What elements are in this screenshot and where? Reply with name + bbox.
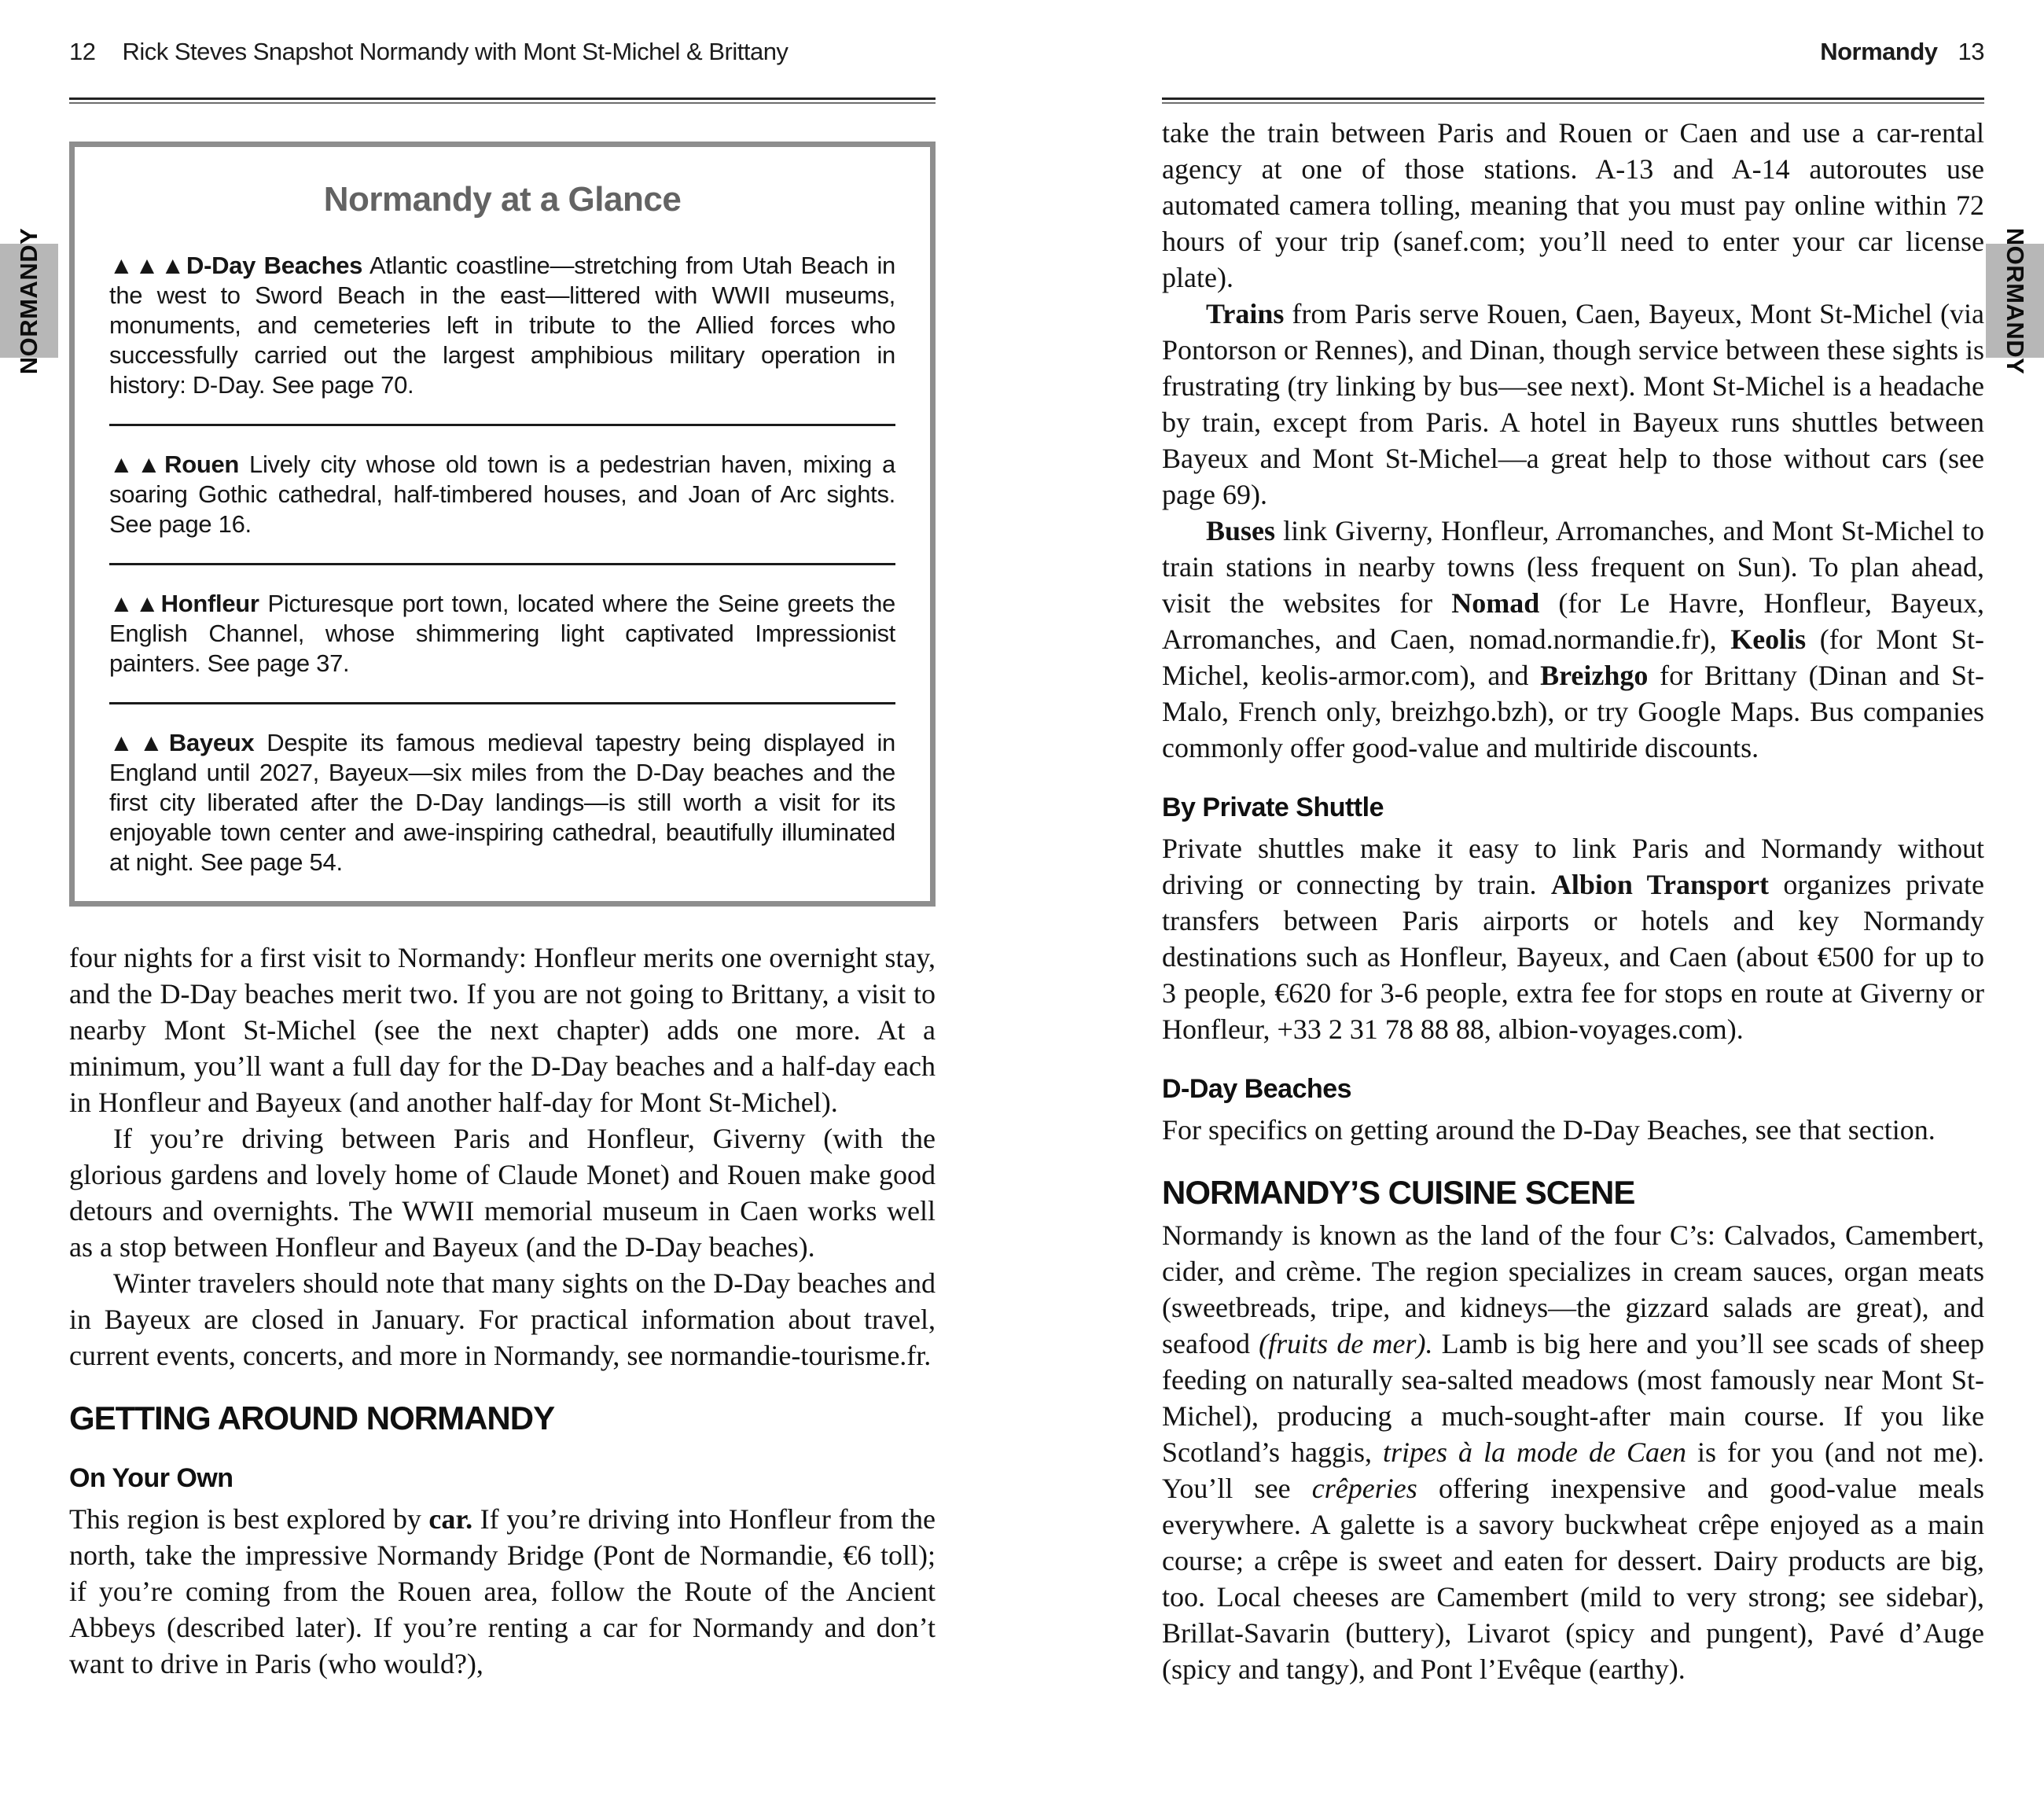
glance-separator (109, 563, 895, 565)
subheading-dday-beaches: D-Day Beaches (1162, 1074, 1352, 1104)
paragraph-by-car: This region is best explored by car. If you’re driving into Honfleur from the north, take the impressive Normandy Bridge (Pont de Normandie, €6 toll); if you’re coming from the Rouen area, follow the Route of the Ancient Abbeys (described later). If you’re renting a car for Normandy and don’t want to drive in Paris (who would?), (69, 1503, 936, 1679)
right-body-text (1162, 115, 1984, 1687)
left-running-header-title: Rick Steves Snapshot Normandy with Mont St-Michel & Brittany (122, 38, 789, 65)
subheading-by-private-shuttle: By Private Shuttle (1162, 793, 1384, 822)
glance-entry-dday-beaches: ▲▲▲D-Day Beaches Atlantic coastline—stretching from Utah Beach in the west to Sword Beach in the east—littered with WWII museums, monuments, and cemeteries left in tribute to the Allied forces who successfully carried out the largest amphibious military operation in history: D-Day. See page 70. (109, 252, 895, 399)
paragraph-driving-detours: If you’re driving between Paris and Honfleur, Giverny (with the glorious gardens and lovely home of Claude Monet) and Rouen make good detours and overnights. The WWII memorial museum in Caen works well as a stop between Honfleur and Bayeux (and the D-Day beaches). (69, 1123, 936, 1263)
paragraph-buses: Buses link Giverny, Honfleur, Arromanches, and Mont St-Michel to train stations in nearby towns (less frequent on Sun). To plan ahead, visit the websites for Nomad (for Le Havre, Honfleur, Bayeux, Arromanches, and Caen, nomad.normandie.fr), Keolis (for Mont St-Michel, keolis-armor.com), and Breizhgo for Brittany (Dinan and St-Malo, French only, breizhgo.bzh), or try Google Maps. Bus companies commonly offer good-value and multiride discounts. (1162, 515, 1984, 763)
right-header-rule (1162, 97, 1984, 104)
right-chapter-tab-label: NORMANDY (2002, 227, 2029, 375)
right-running-header (1162, 38, 1984, 83)
paragraph-itinerary: four nights for a first visit to Normandy: Honfleur merits one overnight stay, and the D-Day beaches merit two. If you are not going to Brittany, a visit to nearby Mont St-Michel (see the next chapter) adds one more. At a minimum, you’ll want a full day for the D-Day beaches and a half-day each in Honfleur and Bayeux (and another half-day for Mont St-Michel). (69, 942, 936, 1118)
left-body-text (69, 940, 936, 1682)
glance-separator (109, 702, 895, 704)
glance-entry-honfleur: ▲▲Honfleur Picturesque port town, located where the Seine greets the English Channel, whose shimmering light captivated Impressionist painters. See page 37. (109, 590, 895, 677)
left-chapter-tab-label: NORMANDY (15, 227, 42, 375)
left-page (69, 38, 936, 1682)
left-running-header (69, 38, 936, 83)
paragraph-trains: Trains from Paris serve Rouen, Caen, Bayeux, Mont St-Michel (via Pontorson or Rennes), and Dinan, though service between these sights is frustrating (try linking by bus—see next). Mont St-Michel is a headache by train, except from Paris. A hotel in Bayeux runs shuttles between Bayeux and Mont St-Michel—a great help to those without cars (see page 69). (1162, 298, 1984, 510)
heading-getting-around-normandy: GETTING AROUND NORMANDY (69, 1400, 555, 1436)
heading-normandys-cuisine-scene: NORMANDY’S CUISINE SCENE (1162, 1174, 1635, 1211)
glance-box-title: Normandy at a Glance (323, 180, 682, 219)
paragraph-car-rental: take the train between Paris and Rouen or Caen and use a car-rental agency at one of those stations. A-13 and A-14 autoroutes use automated camera tolling, meaning that you must pay online within 72 hours of your trip (sanef.com; you’ll need to enter your car license plate). (1162, 117, 1984, 293)
right-running-header-title: Normandy (1820, 38, 1938, 65)
glance-separator (109, 424, 895, 426)
right-page (1162, 38, 1984, 1687)
right-page-number: 13 (1958, 38, 1984, 65)
normandy-at-a-glance-box (69, 142, 936, 907)
paragraph-dday-beaches: For specifics on getting around the D-Day Beaches, see that section. (1162, 1114, 1936, 1146)
paragraph-private-shuttle: Private shuttles make it easy to link Paris and Normandy without driving or connecting by train. Albion Transport organizes private transfers between Paris airports or hotels and key Normandy destinations such as Honfleur, Bayeux, and Caen (about €500 for up to 3 people, €620 for 3-6 people, extra fee for stops en route at Giverny or Honfleur, +33 2 31 78 88 88, albion-voyages.com). (1162, 833, 1985, 1045)
subheading-on-your-own: On Your Own (69, 1463, 233, 1493)
paragraph-cuisine: Normandy is known as the land of the four C’s: Calvados, Camembert, cider, and crème. The region specializes in cream sauces, organ meats (sweetbreads, tripe, and kidneys—the gizzard salads are great), and seafood (fruits de mer). Lamb is big here and you’ll see scads of sheep feeding on naturally sea-salted meadows (most famously near Mont St-Michel), producing a much-sought-after main course. If you like Scotland’s haggis, tripes à la mode de Caen is for you (and not me). You’ll see crêperies offering inexpensive and good-value meals everywhere. A galette is a savory buckwheat crêpe enjoyed as a main course; a crêpe is sweet and eaten for dessert. Dairy products are big, too. Local cheeses are Camembert (mild to very strong; see sidebar), Brillat-Savarin (buttery), Livarot (spicy and pungent), Pavé d’Auge (spicy and tangy), and Pont l’Evêque (earthy). (1162, 1219, 1984, 1685)
paragraph-winter-travelers: Winter travelers should note that many sights on the D-Day beaches and in Bayeux are closed in January. For practical information about travel, current events, concerts, and more in Normandy, see normandie-tourisme.fr. (69, 1267, 936, 1371)
left-page-number: 12 (69, 38, 96, 65)
left-header-rule (69, 97, 936, 104)
glance-entry-rouen: ▲▲Rouen Lively city whose old town is a pedestrian haven, mixing a soaring Gothic cathedral, half-timbered houses, and Joan of Arc sights. See page 16. (109, 451, 895, 538)
glance-entry-bayeux: ▲▲Bayeux Despite its famous medieval tapestry being displayed in England until 2027, Bayeux—six miles from the D-Day beaches and the first city liberated after the D-Day landings—is still worth a visit for its enjoyable town center and awe-inspiring cathedral, beautifully illuminated at night. See page 54. (109, 729, 895, 876)
